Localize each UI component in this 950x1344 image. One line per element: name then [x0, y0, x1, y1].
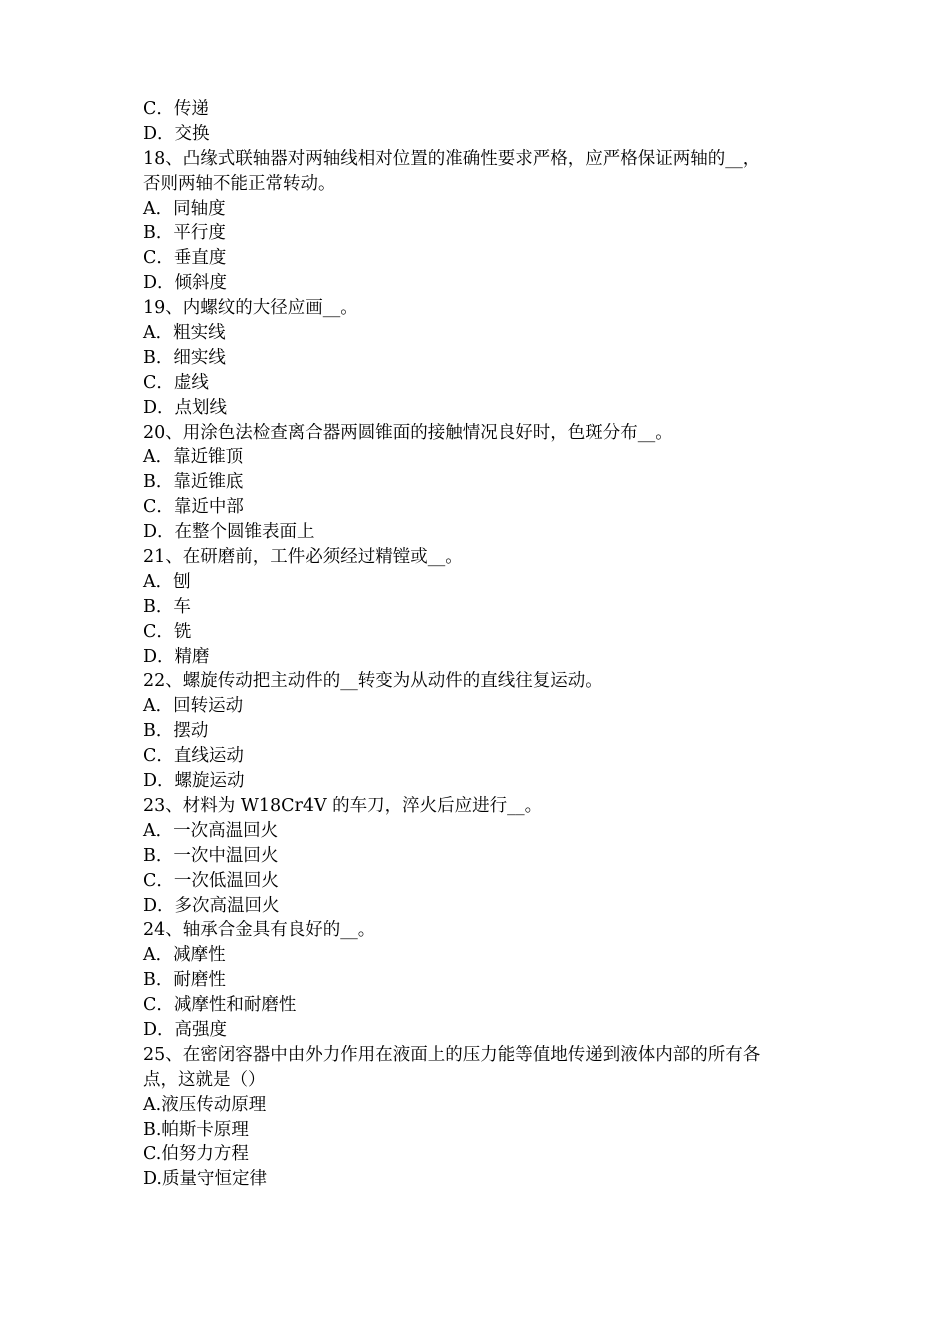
question-line: 19、内螺纹的大径应画__。	[143, 298, 358, 319]
question-text-body	[143, 97, 813, 1192]
option-line: D.质量守恒定律	[143, 1169, 267, 1190]
option-line: C．靠近中部	[143, 497, 244, 518]
option-line: B．细实线	[143, 347, 226, 368]
option-line: A．一次高温回火	[143, 820, 279, 841]
option-line: C．垂直度	[143, 248, 227, 269]
option-line: A．同轴度	[143, 198, 226, 219]
option-line: D．高强度	[143, 1019, 228, 1040]
option-line: A．粗实线	[143, 323, 226, 344]
question-line: 21、在研磨前，工件必须经过精镗或__。	[143, 547, 463, 568]
option-line: A．靠近锥顶	[143, 447, 244, 468]
option-line: C.伯努力方程	[143, 1144, 249, 1165]
question-line: 22、螺旋传动把主动件的__转变为从动件的直线往复运动。	[143, 671, 603, 692]
question-line: 否则两轴不能正常转动。	[143, 173, 336, 194]
option-line: D．倾斜度	[143, 273, 228, 294]
question-line: 23、材料为 W18Cr4V 的车刀，淬火后应进行__。	[143, 795, 543, 816]
option-line: A.液压传动原理	[143, 1094, 267, 1115]
option-line: A．回转运动	[143, 696, 244, 717]
option-line: B．一次中温回火	[143, 845, 279, 866]
question-line: 25、在密闭容器中由外力作用在液面上的压力能等值地传递到液体内部的所有各	[143, 1044, 761, 1065]
option-line: C．虚线	[143, 372, 209, 393]
option-line: A．减摩性	[143, 945, 226, 966]
option-line: D．精磨	[143, 646, 210, 667]
option-line: A．刨	[143, 571, 191, 592]
option-line: C．直线运动	[143, 746, 244, 767]
option-line: B．耐磨性	[143, 970, 226, 991]
option-line: B．平行度	[143, 223, 226, 244]
option-line: C．减摩性和耐磨性	[143, 995, 297, 1016]
option-line: B．摆动	[143, 721, 209, 742]
question-line: 点，这就是（）	[143, 1069, 266, 1090]
option-line: D．螺旋运动	[143, 771, 245, 792]
question-line: 24、轴承合金具有良好的__。	[143, 920, 376, 941]
option-line: D．多次高温回火	[143, 895, 280, 916]
option-line: B.帕斯卡原理	[143, 1119, 249, 1140]
option-line: B．车	[143, 596, 191, 617]
option-line: C．一次低温回火	[143, 870, 279, 891]
option-line: D．交换	[143, 123, 210, 144]
option-line: D．在整个圆锥表面上	[143, 522, 315, 543]
question-line: 20、用涂色法检查离合器两圆锥面的接触情况良好时，色斑分布__。	[143, 422, 673, 443]
option-line: B．靠近锥底	[143, 472, 244, 493]
option-line: C．传递	[143, 99, 209, 119]
question-line: 18、凸缘式联轴器对两轴线相对位置的准确性要求严格，应严格保证两轴的__，	[143, 148, 761, 169]
option-line: C．铣	[143, 621, 192, 642]
option-line: D．点划线	[143, 397, 228, 418]
